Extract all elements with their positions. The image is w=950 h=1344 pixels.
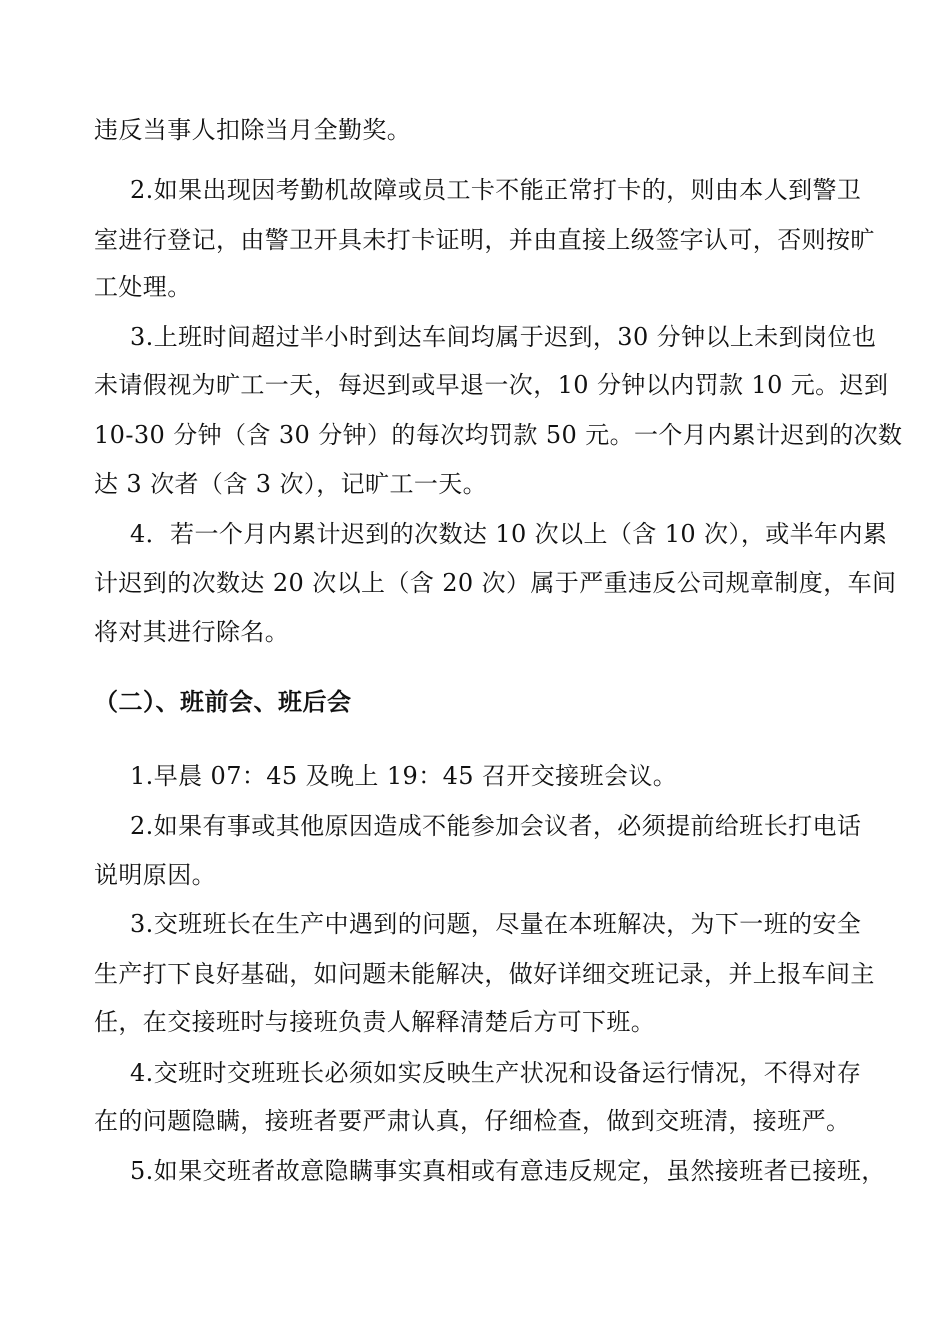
paragraph-line: 3.交班班长在生产中遇到的问题，尽量在本班解决，为下一班的安全 — [130, 910, 862, 938]
paragraph-line: 未请假视为旷工一天，每迟到或早退一次，10 分钟以内罚款 10 元。迟到 — [94, 371, 889, 399]
paragraph-line: 任，在交接班时与接班负责人解释清楚后方可下班。 — [94, 1008, 656, 1036]
paragraph-line: 2.如果出现因考勤机故障或员工卡不能正常打卡的，则由本人到警卫 — [130, 176, 862, 204]
paragraph-line: 计迟到的次数达 20 次以上（含 20 次）属于严重违反公司规章制度，车间 — [94, 569, 897, 597]
paragraph-line: 室进行登记，由警卫开具未打卡证明，并由直接上级签字认可，否则按旷 — [94, 226, 875, 254]
paragraph-line: 违反当事人扣除当月全勤奖。 — [94, 116, 412, 144]
paragraph-line: 工处理。 — [94, 273, 192, 301]
paragraph-line: 1.早晨 07：45 及晚上 19：45 召开交接班会议。 — [130, 762, 678, 790]
paragraph-line: 4.交班时交班班长必须如实反映生产状况和设备运行情况，不得对存 — [130, 1059, 862, 1087]
paragraph-line: 将对其进行除名。 — [94, 618, 290, 646]
paragraph-line: 说明原因。 — [94, 861, 216, 889]
section-heading: （二）、班前会、班后会 — [94, 688, 352, 716]
paragraph-line: 2.如果有事或其他原因造成不能参加会议者，必须提前给班长打电话 — [130, 812, 862, 840]
paragraph-line: 达 3 次者（含 3 次），记旷工一天。 — [94, 470, 488, 498]
paragraph-line: 生产打下良好基础，如问题未能解决，做好详细交班记录，并上报车间主 — [94, 960, 875, 988]
paragraph-line: 5.如果交班者故意隐瞒事实真相或有意违反规定，虽然接班者已接班， — [130, 1157, 886, 1185]
paragraph-line: 3.上班时间超过半小时到达车间均属于迟到，30 分钟以上未到岗位也 — [130, 323, 877, 351]
paragraph-line: 4．若一个月内累计迟到的次数达 10 次以上（含 10 次），或半年内累 — [130, 520, 888, 548]
paragraph-line: 10-30 分钟（含 30 分钟）的每次均罚款 50 元。一个月内累计迟到的次数 — [94, 421, 903, 449]
paragraph-line: 在的问题隐瞒，接班者要严肃认真，仔细检查，做到交班清，接班严。 — [94, 1107, 851, 1135]
